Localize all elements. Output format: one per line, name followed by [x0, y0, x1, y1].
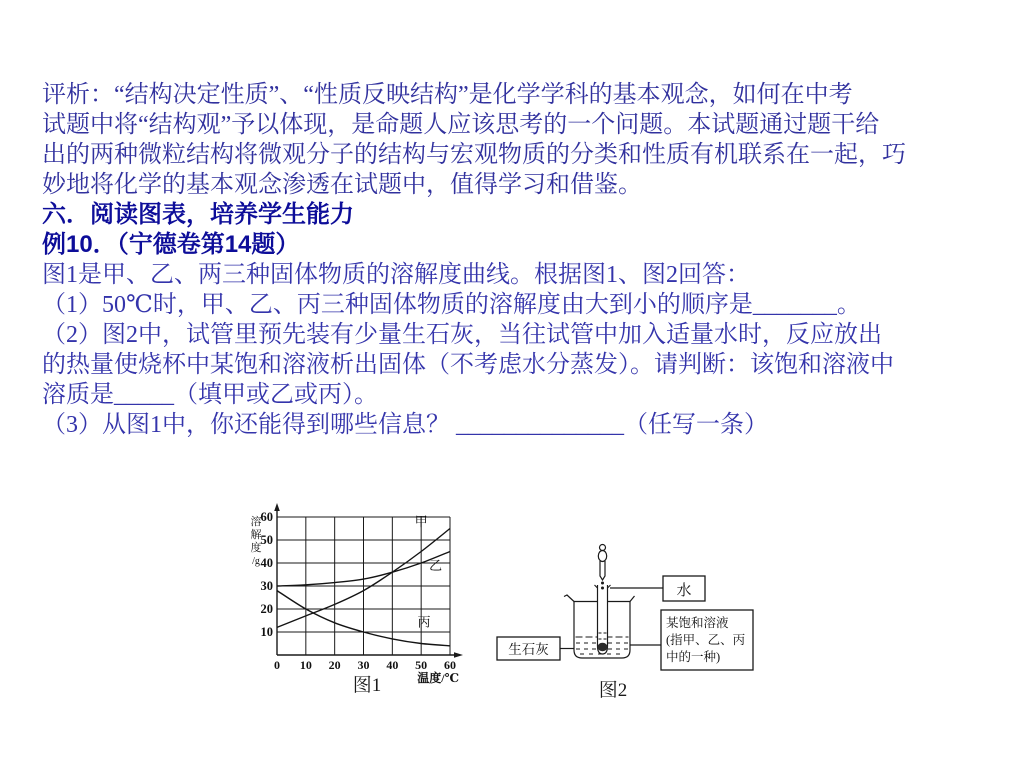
solution-label-line: (指甲、乙、丙 [666, 633, 746, 647]
question-intro: 图1是甲、乙、两三种固体物质的溶解度曲线。根据图1、图2回答： [42, 262, 750, 288]
dropper-icon [598, 545, 606, 589]
figure2-caption: 图2 [598, 680, 628, 701]
y-tick-label: 30 [260, 579, 273, 593]
figure1-caption: 图1 [352, 675, 382, 696]
y-axis-title: 度 [250, 542, 262, 554]
analysis-line: 试题中将“结构观”予以体现，是命题人应该思考的一个问题。本试题通过题干给 [42, 112, 880, 138]
question-2-line3: 溶质是_____（填甲或乙或丙）。 [42, 382, 378, 408]
water-label: 水 [676, 583, 692, 599]
solution-label-box [661, 610, 753, 670]
question-1: （1）50℃时，甲、乙、丙三种固体物质的溶解度由大到小的顺序是_______。 [42, 292, 861, 318]
analysis-line: 出的两种微粒结构将微观分子的结构与宏观物质的分类和性质有机联系在一起，巧 [42, 142, 906, 168]
analysis-line: 评析：“结构决定性质”、“性质反映结构”是化学学科的基本观念，如何在中考 [42, 82, 853, 108]
figure1-solubility-chart [245, 498, 475, 703]
y-axis-title: 解 [250, 529, 262, 541]
section-title: 六．阅读图表，培养学生能力 [42, 201, 354, 228]
x-tick-label: 50 [415, 658, 428, 672]
apparatus-diagram-svg [488, 538, 778, 678]
analysis-line: 妙地将化学的基本观念渗透在试题中，值得学习和借鉴。 [42, 172, 642, 198]
x-tick-label: 0 [274, 658, 280, 672]
solution-label-line: 某饱和溶液 [666, 616, 729, 630]
quicklime-label-box [497, 637, 560, 660]
curve-label-乙: 乙 [429, 557, 443, 573]
water-label-box [663, 576, 705, 601]
x-tick-label: 40 [386, 658, 399, 672]
x-axis-arrow [454, 652, 463, 658]
quicklime-solid [598, 643, 608, 651]
example-title: 例10．（宁德卷第14题） [42, 231, 300, 258]
figure2-apparatus-diagram [488, 538, 778, 708]
question-2-line1: （2）图2中，试管里预先装有少量生石灰，当往试管中加入适量水时，反应放出 [42, 322, 882, 348]
curve-label-丙: 丙 [417, 614, 431, 630]
question-3: （3）从图1中，你还能得到哪些信息？ ______________（任写一条） [42, 412, 768, 438]
y-axis-title-unit: /g [252, 556, 260, 567]
y-tick-label: 10 [260, 625, 273, 639]
quicklime-label: 生石灰 [508, 642, 549, 657]
question-2-line2: 的热量使烧杯中某饱和溶液析出固体（不考虑水分蒸发）。请判断：该饱和溶液中 [42, 352, 894, 378]
y-tick-label: 20 [260, 602, 273, 616]
y-tick-label: 50 [260, 533, 273, 547]
y-axis-arrow [274, 503, 280, 511]
test-tube [595, 585, 611, 654]
x-tick-label: 30 [357, 658, 370, 672]
solution-label-line: 中的一种) [666, 650, 721, 664]
x-tick-label: 60 [444, 658, 456, 672]
y-tick-label: 60 [260, 510, 273, 524]
x-tick-label: 20 [328, 658, 341, 672]
x-axis-title: 温度/℃ [417, 671, 459, 685]
curve-label-甲: 甲 [414, 514, 428, 530]
callout-lines [560, 588, 663, 649]
solubility-chart-svg [245, 498, 475, 698]
y-tick-label: 40 [260, 556, 273, 570]
y-axis-title: 溶 [250, 516, 262, 528]
x-tick-label: 10 [299, 658, 312, 672]
slide-text [42, 80, 994, 440]
